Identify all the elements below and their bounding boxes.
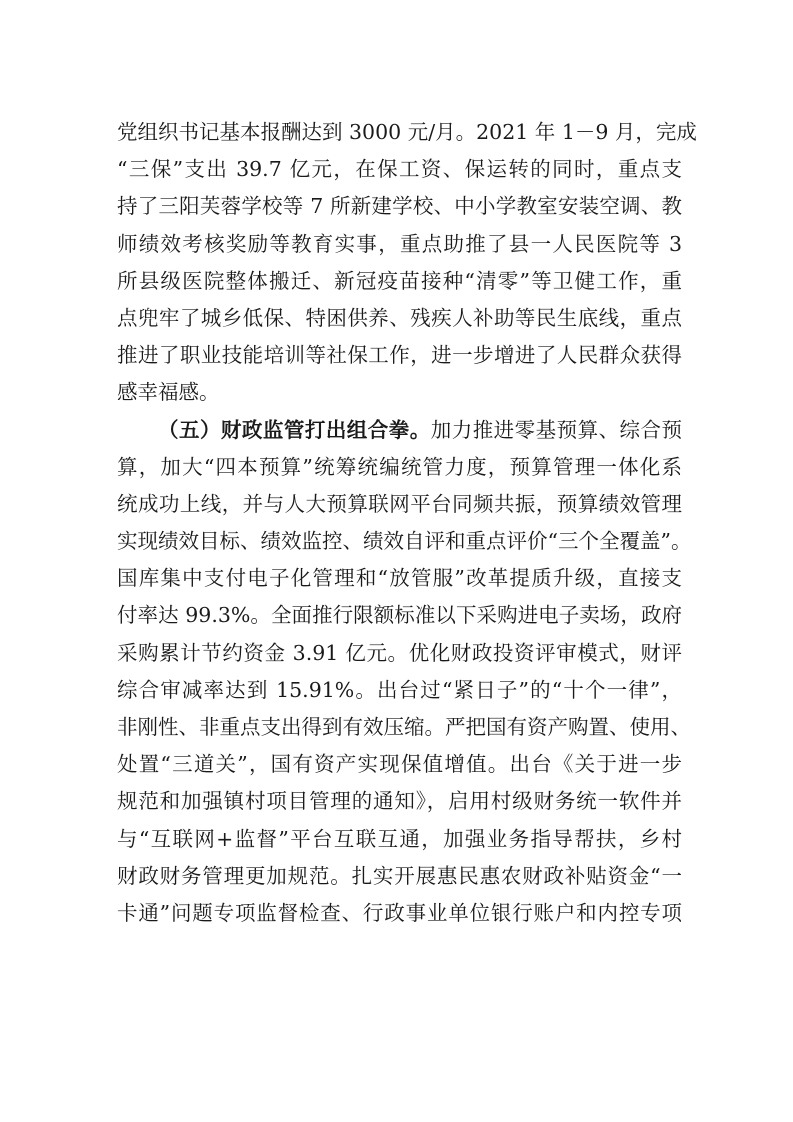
paragraph-2-line-11: 规范和加强镇村项目管理的通知》，启用村级财务统一软件并 (117, 789, 682, 814)
section-heading: （五）财政监管打出组合拳。 (158, 417, 431, 442)
paragraph-1-line-7: 推进了职业技能培训等社保工作，进一步增进了人民群众获得 (117, 343, 682, 368)
document-body (117, 114, 697, 932)
paragraph-1-line-5: 所县级医院整体搬迁、新冠疫苗接种“清零”等卫健工作，重 (117, 268, 682, 293)
paragraph-1-line-8: 感幸福感。 (117, 380, 220, 405)
paragraph-1-line-2: “三保”支出 39.7 亿元，在保工资、保运转的同时，重点支 (117, 157, 682, 182)
paragraph-2-line-14: 卡通”问题专项监督检查、行政事业单位银行账户和内控专项 (117, 900, 682, 925)
paragraph-2-line-7: 采购累计节约资金 3.91 亿元。优化财政投资评审模式，财评 (117, 640, 682, 665)
paragraph-2-line-8: 综合审减率达到 15.91%。出台过“紧日子”的“十个一律”， (117, 677, 682, 702)
paragraph-2-line-5: 国库集中支付电子化管理和“放管服”改革提质升级，直接支 (117, 566, 682, 591)
paragraph-2-line-12: 与“互联网+监督”平台互联互通，加强业务指导帮扶，乡村 (117, 826, 682, 851)
paragraph-1 (117, 114, 697, 412)
paragraph-2 (117, 412, 692, 933)
paragraph-1-line-4: 师绩效考核奖励等教育实事，重点助推了县一人民医院等 3 (117, 231, 682, 256)
paragraph-1-line-1: 党组织书记基本报酬达到 3000 元/月。2021 年 1－9 月，完成 (117, 120, 697, 144)
paragraph-2-line-10: 处置“三道关”，国有资产实现保值增值。出台《关于进一步 (117, 752, 682, 777)
paragraph-2-line-13: 财政财务管理更加规范。扎实开展惠民惠农财政补贴资金“一 (117, 863, 682, 888)
paragraph-2-line-9: 非刚性、非重点支出得到有效压缩。严把国有资产购置、使用、 (117, 715, 691, 739)
paragraph-1-line-6: 点兜牢了城乡低保、特困供养、残疾人补助等民生底线，重点 (117, 305, 682, 330)
paragraph-2-line-3: 统成功上线，并与人大预算联网平台同频共振，预算绩效管理 (117, 491, 682, 516)
paragraph-2-line-1 (117, 412, 682, 449)
paragraph-2-line-6: 付率达 99.3%。全面推行限额标准以下采购进电子卖场，政府 (117, 603, 682, 628)
paragraph-2-line-4: 实现绩效目标、绩效监控、绩效自评和重点评价“三个全覆盖”。 (117, 529, 692, 554)
paragraph-1-line-3: 持了三阳芙蓉学校等 7 所新建学校、中小学教室安装空调、教 (117, 194, 682, 219)
paragraph-2-line-2: 算，加大“四本预算”统筹统编统管力度，预算管理一体化系 (117, 454, 682, 479)
paragraph-2-line-1-rest: 加力推进零基预算、综合预 (430, 417, 683, 442)
